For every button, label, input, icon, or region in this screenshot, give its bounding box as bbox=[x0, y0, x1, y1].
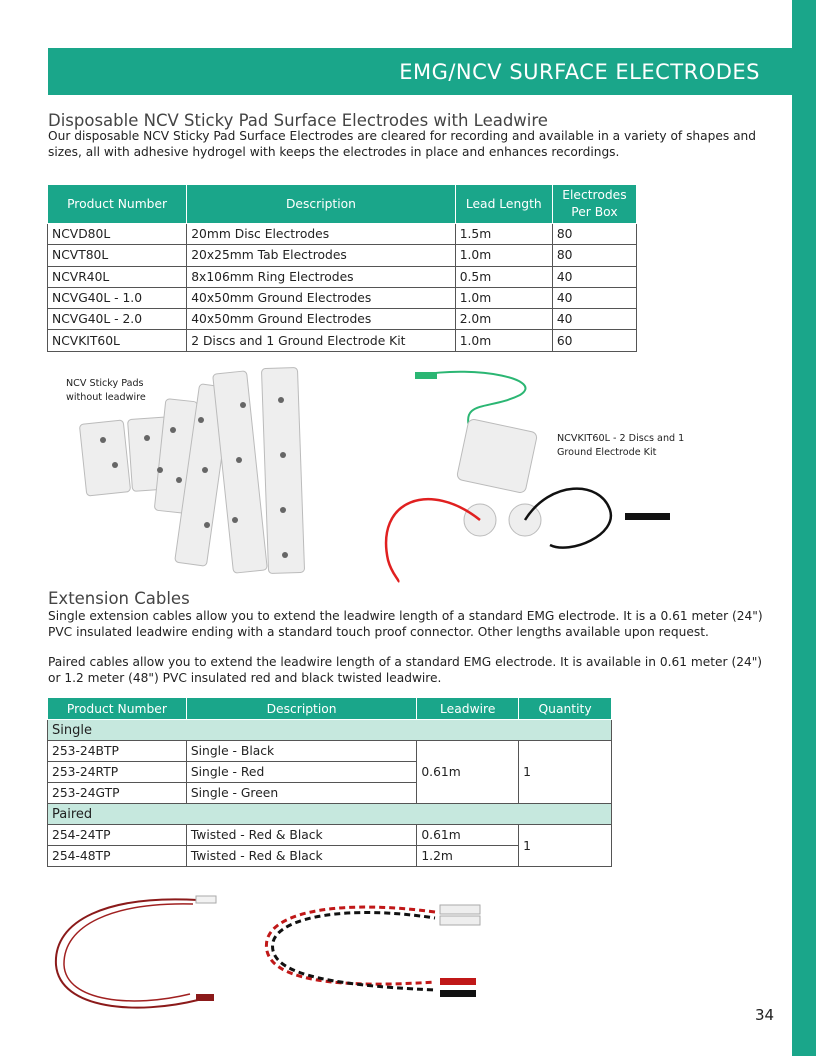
table-row: NCVKIT60L 2 Discs and 1 Ground Electrode Kit 1.0m 60 bbox=[48, 330, 637, 351]
table-row: 254-48TP Twisted - Red & Black 1.2m bbox=[48, 846, 612, 867]
table-header-row bbox=[48, 698, 612, 720]
col-header-description: Description bbox=[186, 698, 417, 720]
table-row: NCVG40L - 2.0 40x50mm Ground Electrodes 2.0m 40 bbox=[48, 309, 637, 330]
col-header-product: Product Number bbox=[48, 698, 187, 720]
section2-para1: Single extension cables allow you to extend the leadwire length of a standard EMG electrode. It is a 0.61 meter (24") PVC insulated leadwire ending with a standard touch proof connector. Other lengths available upon request. bbox=[48, 609, 763, 639]
table-row: 253-24GTP Single - Green bbox=[48, 783, 612, 804]
table-row: 254-24TP Twisted - Red & Black 0.61m 1 bbox=[48, 825, 612, 846]
group-row-single: Single bbox=[48, 720, 612, 741]
twisted-cable-photo bbox=[255, 890, 485, 1025]
col-header-quantity: Quantity bbox=[519, 698, 612, 720]
ncv-kit-photo bbox=[370, 360, 680, 585]
banner-title: EMG/NCV SURFACE ELECTRODES bbox=[399, 60, 760, 84]
table-row: NCVD80L 20mm Disc Electrodes 1.5m 80 bbox=[48, 224, 637, 245]
col-header-lead-length: Lead Length bbox=[455, 185, 552, 224]
col-header-product: Product Number bbox=[48, 185, 187, 224]
section2-para2: Paired cables allow you to extend the leadwire length of a standard EMG electrode. It is available in 0.61 meter (24") or 1.2 meter (48") PVC insulated red and black twisted leadwire. bbox=[48, 655, 763, 685]
sticky-pads-photo bbox=[75, 360, 335, 585]
section1-title: Disposable NCV Sticky Pad Surface Electrodes with Leadwire bbox=[48, 111, 548, 130]
table-header-row bbox=[48, 185, 637, 224]
table-row: 253-24RTP Single - Red bbox=[48, 762, 612, 783]
extension-cables-table bbox=[47, 697, 612, 867]
single-cable-photo bbox=[48, 890, 223, 1025]
table-row: NCVT80L 20x25mm Tab Electrodes 1.0m 80 bbox=[48, 245, 637, 266]
section1-description: Our disposable NCV Sticky Pad Surface Electrodes are cleared for recording and available in a variety of shapes and sizes, all with adhesive hydrogel with keeps the electrodes in place and enhances recordings. bbox=[48, 129, 757, 159]
table-row: NCVG40L - 1.0 40x50mm Ground Electrodes 1.0m 40 bbox=[48, 287, 637, 308]
side-accent-bar bbox=[792, 0, 816, 1056]
col-header-electrodes-per-box: Electrodes Per Box bbox=[552, 185, 636, 224]
col-header-description: Description bbox=[187, 185, 455, 224]
group-row-paired: Paired bbox=[48, 804, 612, 825]
col-header-leadwire: Leadwire bbox=[417, 698, 519, 720]
section-banner bbox=[48, 48, 792, 95]
table-row: 253-24BTP Single - Black 0.61m 1 bbox=[48, 741, 612, 762]
section2-title: Extension Cables bbox=[48, 589, 190, 608]
ncv-products-table bbox=[47, 184, 637, 352]
pads-caption: NCV Sticky Pads without leadwire bbox=[66, 378, 146, 403]
kit-caption: NCVKIT60L - 2 Discs and 1 Ground Electrode Kit bbox=[557, 433, 685, 458]
table-row: NCVR40L 8x106mm Ring Electrodes 0.5m 40 bbox=[48, 266, 637, 287]
page-number: 34 bbox=[755, 1006, 775, 1024]
